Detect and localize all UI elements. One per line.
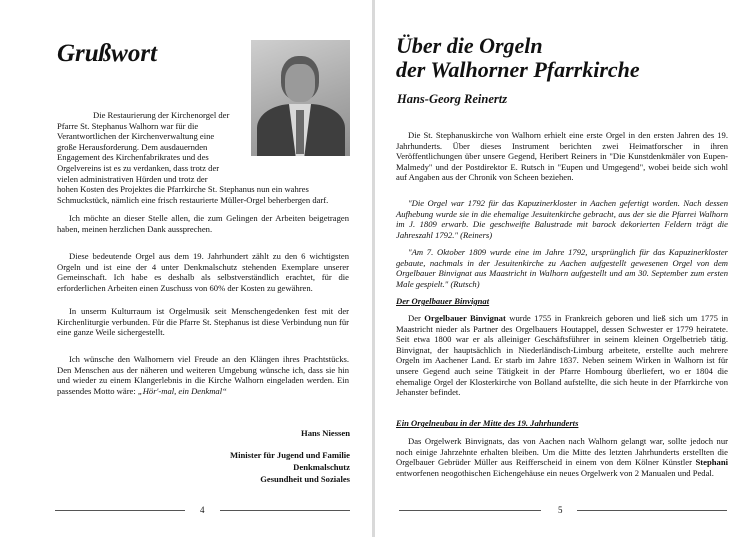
intro-line: Schmuckstück, nämlich eine frisch restaurierte Müller-Orgel beherbergen darf. bbox=[57, 194, 329, 205]
signature-name: Hans Niessen bbox=[301, 428, 350, 438]
wishes-paragraph bbox=[57, 354, 349, 396]
intro-paragraph bbox=[57, 110, 349, 205]
neubau-bold: Stephani bbox=[695, 457, 728, 468]
intro-line: große Herausforderung. Dem ausdauernden bbox=[57, 141, 208, 152]
quote-rutsch: "Am 7. Oktober 1809 wurde eine im Jahre 1792, ursprünglich für das Kapuzinerkloster gebaute, nachmals in der Jesuitenkirche zu Aachen aufgestellt gewesenen Orgel von dem Orgelbauer Binvignat aus Maastricht in Walhorn aufgestellt und am 30. September zum ersten Male gespielt." (Rutsch) bbox=[396, 247, 728, 289]
binvignat-pre: Der bbox=[408, 313, 425, 323]
title-line: Über die Orgeln bbox=[396, 33, 543, 58]
footer-rule-left bbox=[55, 510, 185, 511]
wishes-text: Ich wünsche den Walhornern viel Freude an den Klängen ihres Prachtstücks. Den Menschen aus der näheren und weiteren Umgebung wünsche ich, dass sie hin und wieder zu einem Klangerlebnis in die Kirche Walhorn eingeladen werden. Ein passendes Motto wäre: bbox=[57, 354, 349, 396]
page-number: 4 bbox=[200, 505, 205, 515]
footer-rule-right bbox=[220, 510, 350, 511]
footer-rule-left bbox=[399, 510, 541, 511]
intro-line: hohen Kosten des Projektes die Pfarrkirche St. Stephanus nun ein wahres bbox=[57, 184, 309, 195]
intro-line: Pfarre St. Stephanus Walhorn war für die bbox=[57, 120, 199, 131]
organ-importance-paragraph: Diese bedeutende Orgel aus dem 19. Jahrhundert zählt zu den 6 wichtigsten Orgeln und ist eine der 4 unter Denkmalschutz stehenden Exemplare unserer Gemeinschaft. Ich habe es deshalb als selbstverständlich erachtet, für die erforderlichen Arbeiten einen Zuschuss von 60% der Kosten zu gewähren. bbox=[57, 251, 349, 293]
quote-reiners: "Die Orgel war 1792 für das Kapuzinerkloster in Aachen gefertigt worden. Nach dessen Aufhebung wurde sie in die ehemalige Jesuitenkirche gebracht, aus der sie die Pfarrei Walhorn im J. 1809 erwarb. Die geschweifte Balustrade mit barock dekorierten Feldern trägt die Jahreszahl 1792." (Reiners) bbox=[396, 198, 728, 240]
binvignat-post: wurde 1755 in Frankreich geboren und ließ sich um 1775 in Maastricht nieder als Partner des Orgelbauers Houtappel, dessen Schwester er 1779 heiratete. Seit etwa 1800 war er als alleiniger Geschäftsführer in seinem kleinen Orgelbetrieb tätig. Binvignat, der hauptsächlich in Niederländisch-Limburg arbeitete, erstellte auch mehrere Orgeln im Aachener Land. Er starb im Jahre 1837. Neben seinem Wirken in Walhorn ist für unsere Gegend auch seine Tätigkeit in der Pfarre Hombourg überliefert, wo er 1804 die ehemalige Orgel der Klosterkirche von Bolland aufstellte, die sich heute in der Pfarrkirche von Jehanster befindet. bbox=[396, 313, 729, 398]
signature-title-line: Denkmalschutz bbox=[293, 462, 350, 472]
signature-title bbox=[230, 449, 350, 485]
portrait-face bbox=[285, 64, 315, 102]
page-title-orgeln bbox=[396, 34, 640, 82]
section-heading-neubau: Ein Orgelneubau in der Mitte des 19. Jahrhunderts bbox=[396, 418, 579, 428]
neubau-pre: Das Orgelwerk Binvignats, das von Aachen nach Walhorn gelangt war, sollte jedoch nur noch einige Jahrzehnte erhalten bleiben. Um die Mitte des letzten Jahrhunderts erstellten die Orgelbauer Gebrüder Müller aus Reifferscheid in einem von dem Kölner Künstler bbox=[396, 436, 728, 468]
title-line: der Walhorner Pfarrkirche bbox=[396, 57, 640, 82]
neubau-paragraph bbox=[396, 436, 728, 478]
binvignat-bold: Orgelbauer Binvignat bbox=[424, 313, 506, 323]
signature-title-line: Gesundheit und Soziales bbox=[260, 474, 350, 484]
intro-line: Engagement des Kirchenfabrikrates und des bbox=[57, 152, 209, 163]
motto-text: „Hör'-mal, ein Denkmal“ bbox=[137, 385, 227, 396]
thanks-paragraph: Ich möchte an dieser Stelle allen, die zum Gelingen der Arbeiten beigetragen haben, meinen herzlichen Dank aussprechen. bbox=[57, 213, 349, 234]
intro-line: Verantwortlichen der Kirchenverwaltung eine bbox=[57, 131, 215, 142]
intro-line: Orgelvereins ist es zu verdanken, dass trotz der bbox=[57, 162, 220, 173]
author-name: Hans-Georg Reinertz bbox=[397, 92, 508, 106]
intro-line: vielen administrativen Hürden und trotz der bbox=[57, 173, 208, 184]
page-title-grusswort: Grußwort bbox=[57, 40, 158, 67]
history-paragraph: Die St. Stephanuskirche von Walhorn erhielt eine erste Orgel in den ersten Jahren des 19. Jahrhunderts. Über dieses Instrument berichten zwei Heimatforscher in ihren Veröffentlichungen über unsere Gegend, Heribert Reiners in "Die Kunstdenkmäler von Eupen-Malmedy" und der Postdirektor E. Rutsch in "Eupen und Umgegend", wobei beide sich wohl auf Angaben aus der Chronik von Scheen beziehen. bbox=[396, 130, 728, 183]
neubau-post: entworfenen neogothischen Eichengehäuse ein neues Orgelwerk von 2 Manualen und Pedal. bbox=[396, 467, 714, 478]
left-page bbox=[0, 0, 372, 537]
signature-title-line: Minister für Jugend und Familie bbox=[229, 450, 350, 460]
section-heading-binvignat: Der Orgelbauer Binvignat bbox=[396, 296, 490, 306]
page-number: 5 bbox=[558, 505, 563, 515]
binvignat-paragraph bbox=[396, 313, 728, 398]
intro-line: Die Restaurierung der Kirchenorgel der bbox=[93, 110, 230, 120]
culture-paragraph: In unserm Kulturraum ist Orgelmusik seit Menschengedenken fest mit der Kirchenliturgie verbunden. Für die Pfarre St. Stephanus ist diese Verbindung nun für eine ganze Weile sichergestellt. bbox=[57, 306, 349, 338]
footer-rule-right bbox=[577, 510, 727, 511]
right-page bbox=[375, 0, 750, 537]
